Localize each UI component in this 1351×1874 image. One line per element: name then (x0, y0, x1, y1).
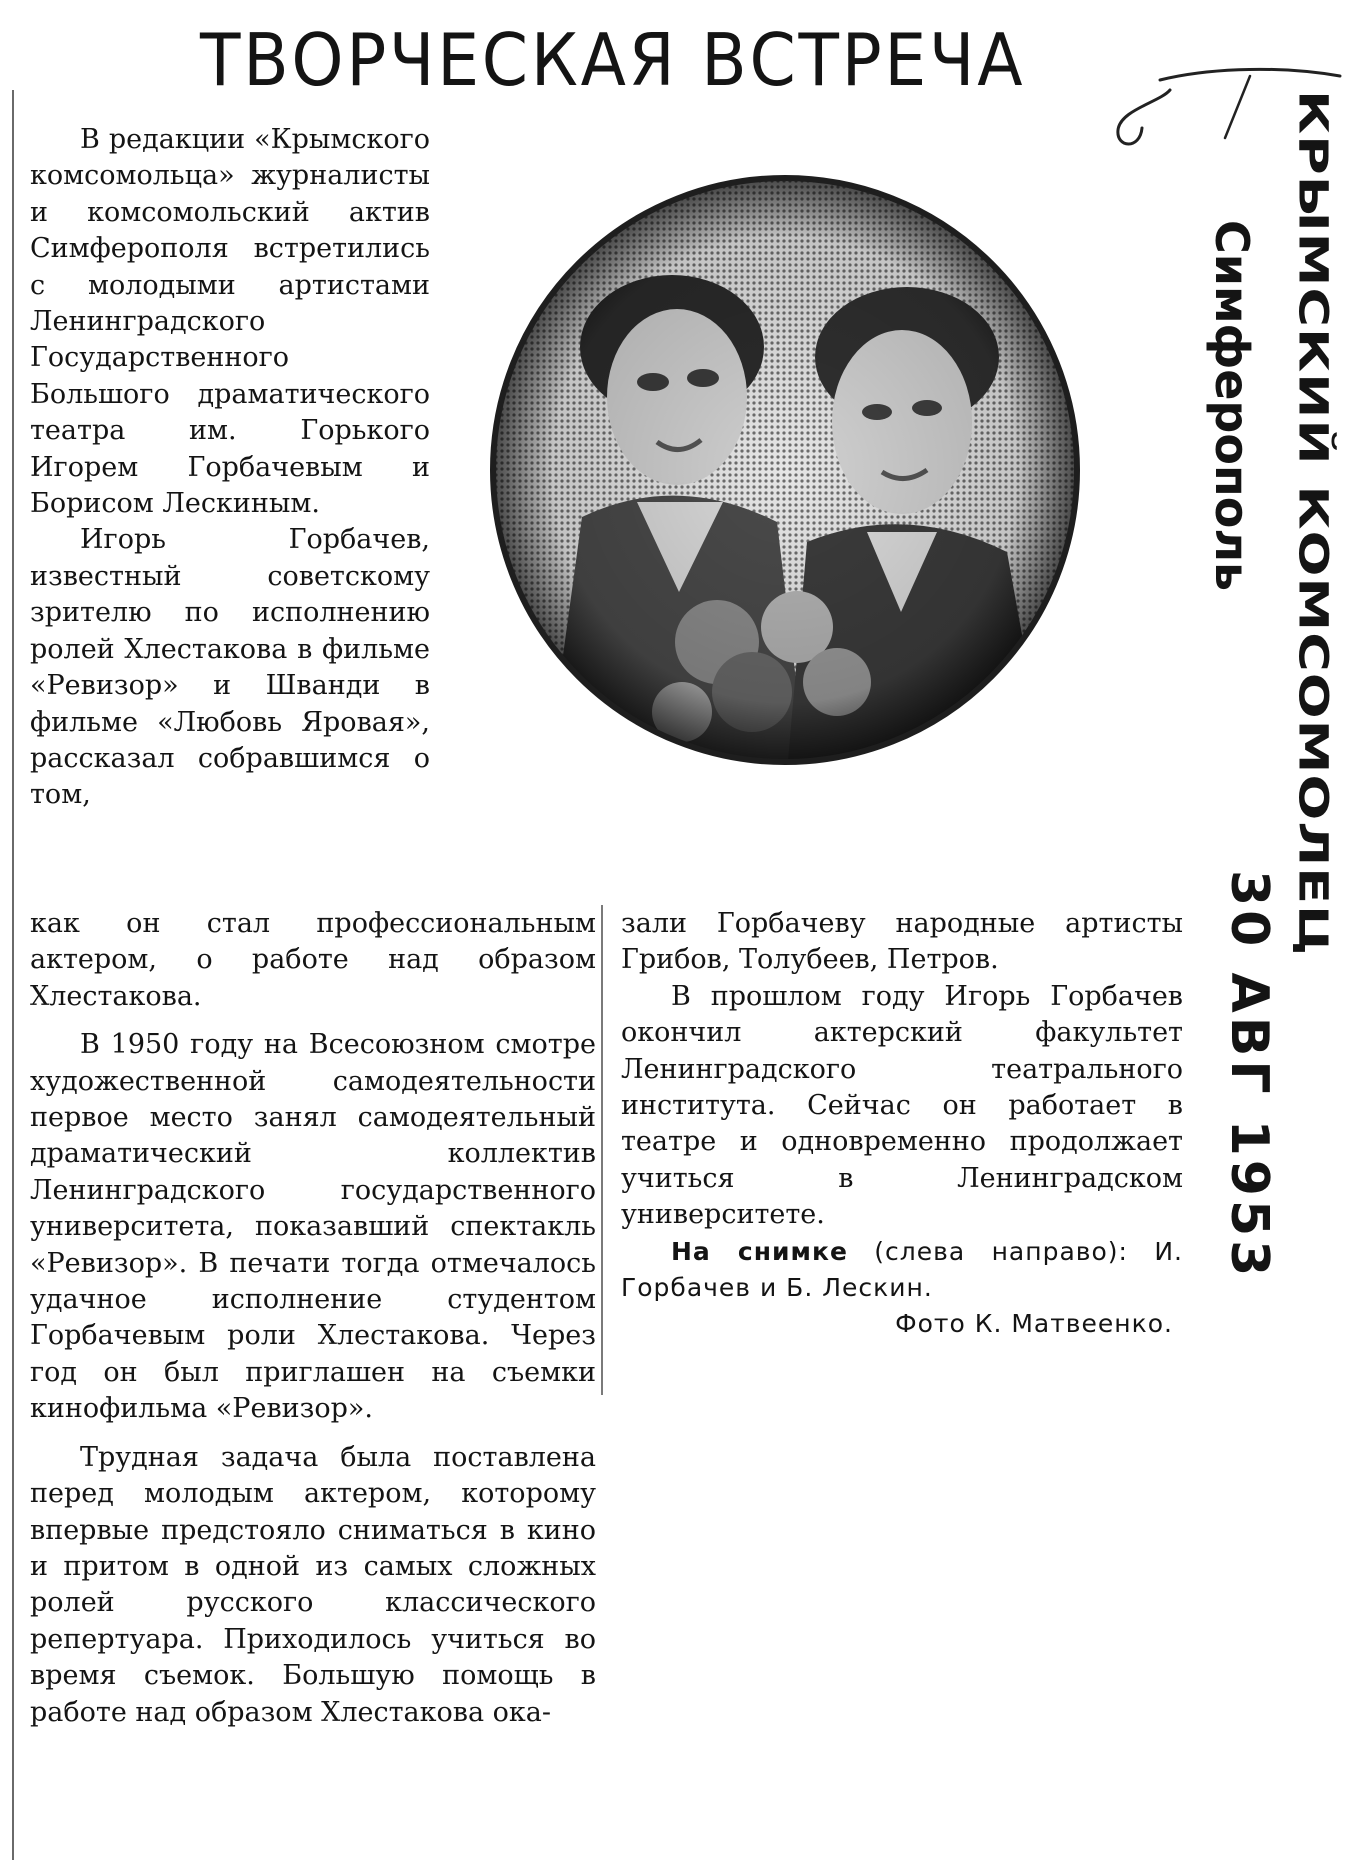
article-paragraph: В редакции «Крымского комсомольца» журналисты и комсомольский актив Симферополя встретились с молодыми артистами Ленинградского Государственного Большого драматического театра им. Горького Игорем Горбачевым и Борисом Лескиным. (30, 124, 430, 520)
photo-credit: Фото К. Матвеенко. (895, 1309, 1173, 1339)
column-divider-rule (601, 905, 603, 1395)
article-column-right (621, 906, 1183, 1343)
article-paragraph: Трудная задача была поставлена перед молодым актером, которому впервые предстояло сниматься в кино и притом в одной из самых сложных ролей русского классического репертуара. Приходилось учиться во время съемок. Большую помощь в работе над образом Хлестакова ока- (30, 1441, 596, 1728)
stamp-city: Симферополь (1205, 220, 1259, 592)
caption-lead: На снимке (671, 1236, 848, 1266)
article-headline: ТВОРЧЕСКАЯ ВСТРЕЧА (200, 18, 1026, 102)
article-paragraph: Игорь Горбачев, известный советскому зрителю по исполнению ролей Хлестакова в фильме «Ревизор» и Шванди в фильме «Любовь Яровая», рассказал собравшимся о том, (30, 524, 430, 811)
stamp-newspaper-name: КРЫМСКИЙ КОМСОМОЛЕЦ (1289, 90, 1337, 957)
article-paragraph: как он стал профессиональным актером, о работе над образом Хлестакова. (30, 908, 596, 1012)
left-column-rule (12, 90, 14, 1860)
article-paragraph: В 1950 году на Всесоюзном смотре художественной самодеятельности первое место занял самодеятельный драматический коллектив Ленинградского государственного университета, показавший спектакль «Ревизор». В печати тогда отмечалось удачное исполнение студентом Горбачевым роли Хлестакова. Через год он был приглашен на съемки кинофильма «Ревизор». (30, 1029, 596, 1425)
article-paragraph: зали Горбачеву народные артисты Грибов, Толубеев, Петров. (621, 908, 1183, 976)
caption-text: (слева направо): И. Горбачев и Б. Лескин. (621, 1236, 1184, 1303)
photo-caption (621, 1234, 1183, 1307)
newspaper-stamp (1173, 90, 1343, 1281)
article-paragraph: В прошлом году Игорь Горбачев окончил актерский факультет Ленинградского театрального института. Сейчас он работает в театре и одновременно продолжает учиться в Ленинградском университете. (621, 980, 1183, 1231)
article-column-top (30, 122, 430, 814)
article-photo (487, 172, 1083, 768)
article-column-left (30, 906, 596, 1731)
stamp-date: 30 АВГ 1953 (1219, 870, 1279, 1281)
